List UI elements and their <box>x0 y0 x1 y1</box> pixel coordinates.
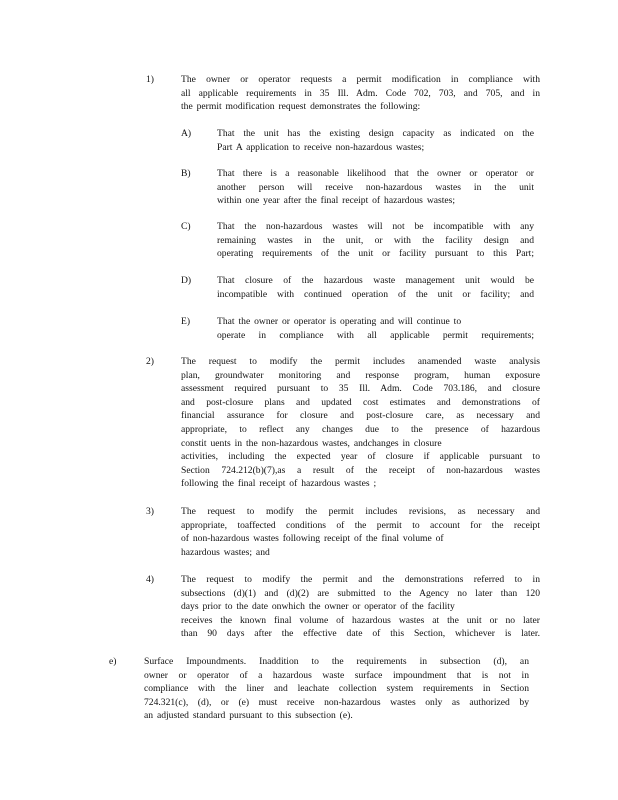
subsection-label: A) <box>181 128 192 139</box>
text-line: operating requirements of the unit or facility pursuant to this Part; <box>217 248 534 260</box>
text-line: Surface Impoundments. Inaddition to the requirements in subsection (d), an <box>144 656 529 667</box>
text-line: The request to modify the permit includes revisions, as necessary and <box>181 506 540 517</box>
text-line: That closure of the hazardous waste management unit would be <box>217 275 534 286</box>
text-line: operate in compliance with all applicable permit requirements; <box>217 329 534 341</box>
text-line: The request to modify the permit includes anamended waste analysis <box>181 356 540 367</box>
text-line: the permit modification request demonstrates the following: <box>181 101 421 113</box>
text-line: an adjusted standard pursuant to this subsection (e). <box>144 710 353 722</box>
text-line: That there is a reasonable likelihood that the owner or operator or <box>217 168 534 179</box>
text-line: appropriate, to reflect any changes due to the presence of hazardous <box>181 423 540 435</box>
subsection-text <box>217 274 534 301</box>
text-line: 724.321(c), (d), or (e) must receive non-hazardous wastes only as authorized by <box>144 696 529 708</box>
text-line: within one year after the final receipt of hazardous wastes; <box>217 195 456 207</box>
text-line: all applicable requirements in 35 Ill. Adm. Code 702, 703, and 705, and in <box>181 87 540 99</box>
text-line: compliance with the liner and leachate collection system requirements in Section <box>144 683 529 695</box>
text-line: activities, including the expected year of closure if applicable pursuant to <box>181 451 540 463</box>
subsection-label: 3) <box>146 506 154 517</box>
subsection-text <box>181 573 540 641</box>
subsection-text <box>217 167 534 208</box>
subsection-label: B) <box>181 168 191 179</box>
text-line: receives the known final volume of hazardous wastes at the unit or no later <box>181 614 540 626</box>
subsection-label: 4) <box>146 574 154 585</box>
text-line: That the non-hazardous wastes will not be incompatible with any <box>217 221 534 232</box>
subsection-label: D) <box>181 275 192 286</box>
text-line: owner or operator of a hazardous waste surface impoundment that is not in <box>144 669 529 681</box>
subsection-text <box>181 505 540 559</box>
text-line: Part A application to receive non-hazardous wastes; <box>217 141 425 153</box>
subsection-text <box>181 355 540 491</box>
text-line: appropriate, toaffected conditions of the permit to account for the receipt <box>181 519 540 531</box>
text-line: financial assurance for closure and post-closure care, as necessary and <box>181 410 540 422</box>
text-line: constit uents in the non-hazardous wastes, andchanges in closure <box>181 437 442 449</box>
subsection-text <box>217 315 534 342</box>
text-line: assessment required pursuant to 35 Ill. Adm. Code 703.186, and closure <box>181 383 540 395</box>
subsection-label: e) <box>109 656 117 667</box>
text-line: hazardous wastes; and <box>181 546 270 558</box>
text-line: incompatible with continued operation of the unit or facility; and <box>217 288 534 300</box>
text-line: That the unit has the existing design capacity as indicated on the <box>217 128 534 139</box>
subsection-label: E) <box>181 316 191 327</box>
text-line: following the final receipt of hazardous wastes ; <box>181 478 377 490</box>
text-line: Section 724.212(b)(7),as a result of the receipt of non-hazardous wastes <box>181 464 540 476</box>
subsection-label: C) <box>181 221 191 232</box>
text-line: than 90 days after the effective date of this Section, whichever is later. <box>181 628 540 640</box>
text-line: That the owner or operator is operating and will continue to <box>217 316 462 327</box>
text-line: The request to modify the permit and the demonstrations referred to in <box>181 574 540 585</box>
text-line: of non-hazardous wastes following receipt of the final volume of <box>181 533 444 545</box>
subsection-text <box>217 220 534 261</box>
subsection-text <box>144 655 529 723</box>
text-line: and post-closure plans and updated cost estimates and demonstrations of <box>181 396 540 408</box>
text-line: The owner or operator requests a permit modification in compliance with <box>181 74 540 85</box>
text-line: plan, groundwater monitoring and response program, human exposure <box>181 369 540 381</box>
text-line: subsections (d)(1) and (d)(2) are submitted to the Agency no later than 120 <box>181 587 540 599</box>
subsection-text <box>181 73 540 114</box>
subsection-label: 2) <box>146 356 154 367</box>
text-line: another person will receive non-hazardous wastes in the unit <box>217 181 534 193</box>
subsection-text <box>217 127 534 154</box>
text-line: days prior to the date onwhich the owner or operator of the facility <box>181 601 455 613</box>
text-line: remaining wastes in the unit, or with the facility design and <box>217 234 534 246</box>
subsection-label: 1) <box>146 74 154 85</box>
